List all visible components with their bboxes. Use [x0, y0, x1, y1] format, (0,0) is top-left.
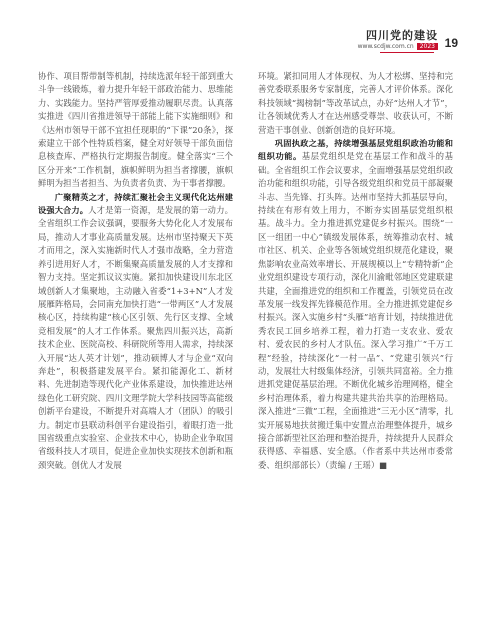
header-divider	[380, 52, 434, 53]
section-body: 人才是第一资源，是发展的第一动力。全省组织工作会议强调，要服务大势化化人才发展布局，推动人才事业高质量发展。达州市坚持聚天下英才而用之，深入实施新时代人才强市战略，全力营造养引进用好人才，不断集聚高质量发展的人才支撑和智力支持。坚定抓议议实施。紧扣加快建设川东北区域创新人才集聚地，主动融入省委“1+3+N”人才发展雁阵格局，会同南充加快打造“一带两区”人才发展核心区，持续构建“核心区引领、先行区支撑、全域竞相发展”的人才工作体系。聚焦四川振兴达，高新技术企业、医院高校、科研院所等用人需求，持续深入开展“达人英才计划”，推动硕博人才与企业“双向奔赴”，积极搭建发展平台。紧扣能源化工、新材料、先进制造等现代化产业体系建设，加快推进达州绿色化工研究院、四川文理学院大学科技园等高能级创新平台建设，不断提升对高端人才（团队）的吸引力。制定市县联动科创平台建设指引，着眼打造一批国省级重点实验室、企业技术中心，协助企业争取国省级科技人才项目，促进企业加快实现技术创新和瓶颈突破。创优人才发展	[38, 205, 233, 470]
paragraph: 环境。紧扣同用人才体现权、为人才松绑、坚持和完善党委联系服务专家制度，完善人才评价体系。深化科技领域“揭榜制”等改革试点，办好“达州人才节”，让各领域优秀人才在达州感受尊崇、收获认可，不断营造干事创业、创新创造的良好环境。	[258, 71, 453, 135]
magazine-title: 四川党的建设	[366, 29, 438, 42]
right-text-column	[258, 70, 453, 622]
author-signoff: （作者系中共达州市委常委、组织部部长）（责编 / 王瑶）	[258, 446, 453, 470]
section-heading: 广聚精英之才，持续汇聚社会主义现代化达州建设强大合力。	[38, 191, 233, 216]
magazine-brand	[358, 30, 438, 51]
magazine-url: www.scdjw.com.cn	[357, 43, 414, 50]
left-text-column	[38, 70, 233, 622]
section-paragraph	[38, 191, 233, 473]
page-header	[0, 0, 496, 62]
section-body: 基层党组织是党在基层工作和战斗的基础。全省组织工作会议要求，全面增强基层党组织政治功能和组织功能，引导各级党组织和党员干部凝聚斗志、当先锋、打头阵。达州市坚持大抓基层导向，持续在有形有效上用力，不断夯实固基层党组织根基。战斗力。全力推进抓党建促乡村振兴。围绕“一区一组团一中心”镇级发展体系，统筹推动农村、城市社区、机关、企业等各领域党组织规范化建设，聚焦影响农业高效率增长、开展规模以上“专精特新”企业党组织建设专项行动，深化川渝毗邻地区党建联建共建，全面推进党的组织和工作覆盖，引领党员在改革发展一线发挥先锋模范作用。全力推进抓党建促乡村振兴。深入实施乡村“头雁”培育计划，持续推进优秀农民工回乡培养工程，着力打造一支农业、爱农村、爱农民的乡村人才队伍。深入学习推广“千万工程”经验，持续深化“一村一品”、“党建引领兴”行动，发展壮大村级集体经济，引领共同富裕。全力推进抓党建促基层治理。不断优化城乡治理网格，健全乡村治理体系，着力构建共建共治共享的治理格局。深入推进“三微”工程，全面推进“三无小区”清零，扎实开展易地扶贫搬迁集中安置点治理整体提升，城乡接合部新型社区治理和整治提升，持续提升人民群众获得感、幸福感、安全感。	[258, 151, 453, 457]
magazine-url-line	[358, 43, 438, 51]
paragraph: 协作、项目帮带制等机制，持续选派年轻干部到重大斗争一线锻炼，着力提升年轻干部政治能力、思维能力、实践能力。坚持严管厚爱推动履职尽责。认真落实推进《四川省推进领导干部能上能下实施细则》和《达州市领导干部不宜担任现职的“下课”20条》，探索建立干部个性特质档案，健全对好领导干部负面信息核查库、严格执行定期报告制度。健全落实“三个区分开来”工作机制，旗帜鲜明为担当者撑腰，旗帜鲜明为担当者担当、为负责者负责、为干事者撑腰。	[38, 71, 233, 189]
section-heading: 巩固执政之基，持续增强基层党组织政治功能和组织功能。	[258, 138, 453, 162]
issue-year-badge: 2023	[417, 43, 438, 50]
section-paragraph	[258, 137, 453, 472]
page-number: 19	[444, 36, 458, 50]
end-mark: ■	[379, 459, 388, 470]
